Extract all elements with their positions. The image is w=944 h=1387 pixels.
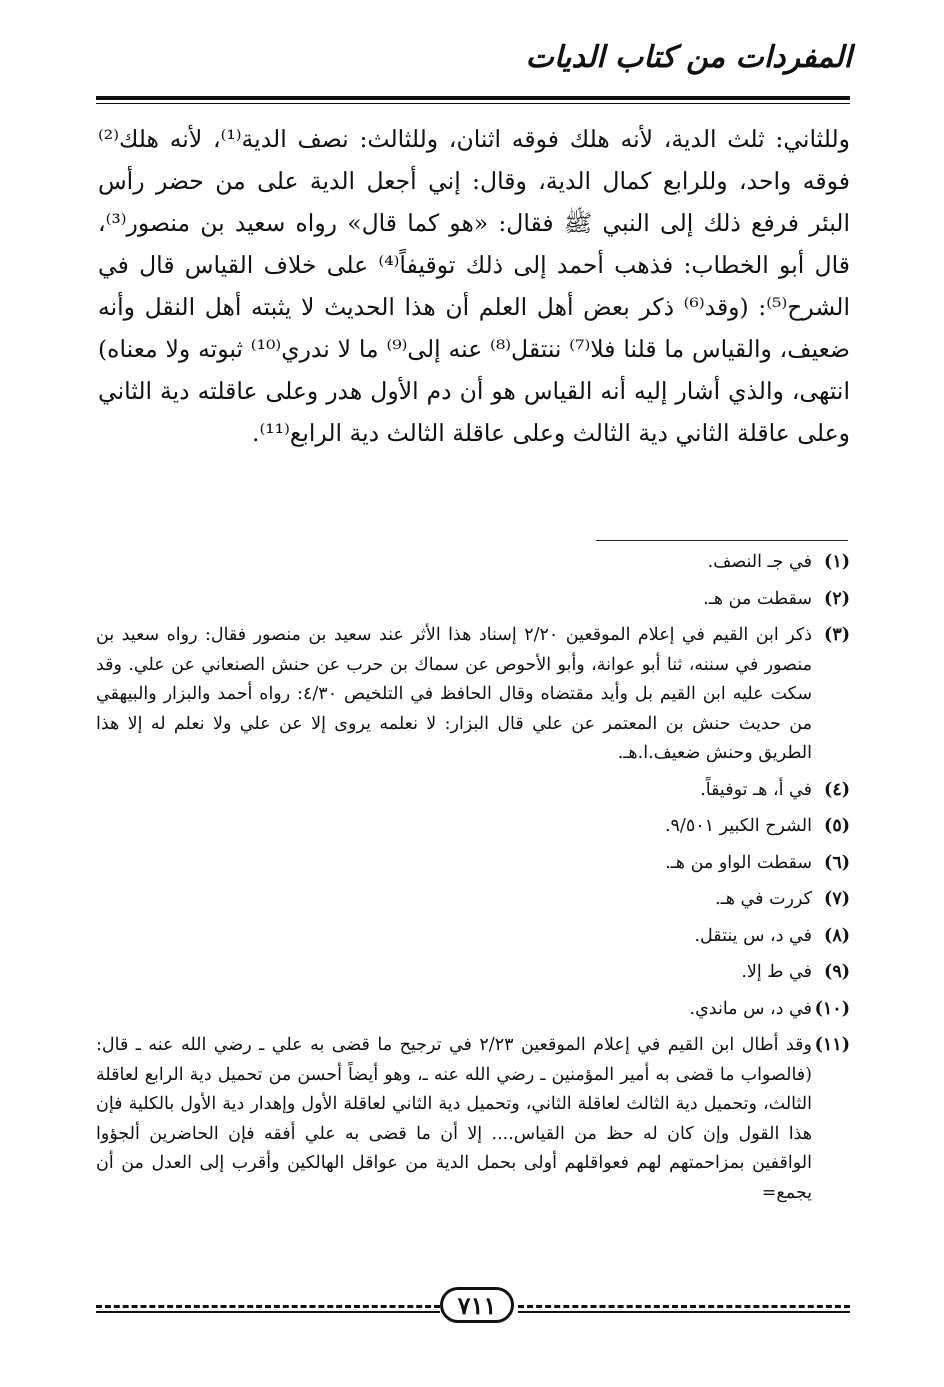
footnotes-list [96,548,850,1215]
header-rule-thick [96,96,850,100]
footnote-item [96,621,850,769]
footnote-text: ذكر ابن القيم في إعلام الموقعين ٢/٢٠ إسناد هذا الأثر عند سعيد بن منصور فقال: رواه سعيد بن منصور في سننه، ثنا أبو عوانة، وأبو الأحوص عن سماك بن حرب عن حنش الصنعاني عن علي. وقد سكت عليه ابن القيم بل وأيد مقتضاه وقال الحافظ في التلخيص ٤/٣٠: رواه أحمد والبزار والبيهقي من حديث حنش بن المعتمر عن علي قال البزار: لا نعلمه يروى إلا عن علي ولا نعلم له إلا هذا الطريق وحنش ضعيف.ا.هـ. [96,625,812,763]
footnote-text: كررت في هـ. [715,889,812,909]
footnote-text: سقطت الواو من هـ. [665,852,812,873]
footer-solid-rule-right [518,1311,850,1313]
footnote-number: (٨) [824,925,850,946]
footnote-item [96,812,850,842]
footnote-number: (٩) [824,962,850,982]
footnote-item [96,585,850,615]
footnote-number: (٤) [824,779,850,800]
footnote-separator [596,540,848,541]
footnote-item [96,548,850,578]
footer-dashed-rule-right [518,1305,850,1308]
footnote-text: في جـ النصف. [707,552,812,572]
footnote-item [96,776,850,806]
footer-solid-rule-left [96,1311,440,1313]
page-number: ٧١١ [440,1287,514,1323]
footnote-number: (١١) [814,1035,850,1055]
footnote-item [96,958,850,988]
footnote-text: في أ، هـ توفيقاً. [700,779,812,800]
footnote-item [96,922,850,952]
footnote-text: في د، س ينتقل. [694,925,812,946]
footnote-text: الشرح الكبير ٩/٥٠١. [664,816,812,836]
footnote-text: وقد أطال ابن القيم في إعلام الموقعين ٢/٢٣ في ترجيح ما قضى به علي ـ رضي الله عنه ـ قال: (فالصواب ما قضى به أمير المؤمنين ـ رضي الله عنه ـ، وهو أيضاً أحسن من تحميل دية الرابع لعاقلة الثالث، وتحميل دية الثالث لعاقلة الثاني، وتحميل دية الثاني لعاقلة الأول وإهدار دية الأول بالكلية فإن هذا القول وإن كان له حظ من القياس.... إلا أن ما قضى به علي أفقه فإن الحاضرين ألجؤوا الواقفين بمزاحمتهم لهم فعواقلهم أولى بحمل الدية من عواقل الهالكين وأقرب إلى العدل من أن يجمع= [96,1035,812,1203]
footer-dashed-rule-left [96,1305,440,1308]
footnote-number: (٧) [824,889,850,909]
header-rule-thin [96,103,850,104]
footnote-item [96,995,850,1025]
footnote-number: (١) [824,552,850,572]
main-paragraph: وللثاني: ثلث الدية، لأنه هلك فوقه اثنان، وللثالث: نصف الدية⁽¹⁾، لأنه هلك⁽²⁾ فوقه واحد، وللرابع كمال الدية، وقال: إني أجعل الدية على من حضر رأس البئر فرفع ذلك إلى النبي ﷺ فقال: «هو كما قال» رواه سعيد بن منصور⁽³⁾، قال أبو الخطاب: فذهب أحمد إلى ذلك توقيفاً⁽⁴⁾ على خلاف القياس قال في الشرح⁽⁵⁾: (وقد⁽⁶⁾ ذكر بعض أهل العلم أن هذا الحديث لا يثبته أهل النقل وأنه ضعيف، والقياس ما قلنا فلا⁽⁷⁾ ننتقل⁽⁸⁾ عنه إلى⁽⁹⁾ ما لا ندري⁽¹⁰⁾ ثبوته ولا معناه) انتهى، والذي أشار إليه أنه القياس هو أن دم الأول هدر وعلى عاقلته دية الثاني وعلى عاقلة الثاني دية الثالث وعلى عاقلة الثالث دية الرابع⁽¹¹⁾. [98,125,850,447]
footnote-item [96,885,850,915]
footnote-number: (٢) [824,588,850,609]
footnote-number: (٣) [824,625,850,645]
footnote-number: (٥) [824,816,850,836]
footnote-text: في د، س ماندي. [689,998,812,1019]
footnote-item [96,849,850,879]
footnote-number: (٦) [824,852,850,873]
footnote-text: سقطت من هـ. [703,588,812,609]
footnote-text: في ط إلا. [741,962,812,982]
footnote-item [96,1031,850,1208]
footnote-number: (١٠) [814,998,850,1019]
running-header-title: المفردات من كتاب الديات [525,40,852,75]
